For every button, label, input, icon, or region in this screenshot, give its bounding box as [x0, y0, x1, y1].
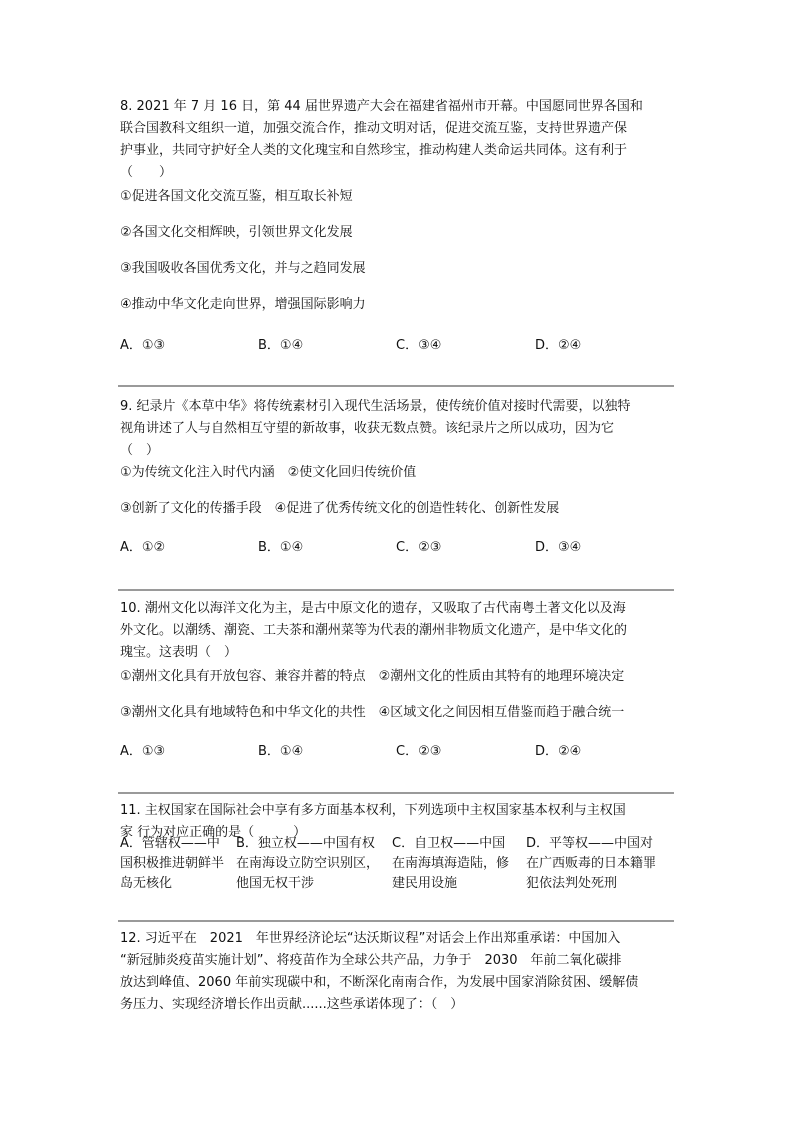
question-12-stem-line: 12. 习近平在 2021 年世界经济论坛“达沃斯议程”对话会上作出郑重承诺：中国加入	[120, 931, 621, 946]
question-10	[120, 598, 676, 664]
choice-line: D．平等权——中国对	[526, 836, 654, 851]
question-9-stem-line: （ ）	[120, 443, 160, 458]
divider	[118, 920, 674, 922]
question-10-choice-a[interactable]: A．①③	[120, 744, 166, 759]
question-8-item: ①促进各国文化交流互鉴，相互取长补短	[120, 189, 353, 204]
question-8-stem-line: 护事业，共同守护好全人类的文化瑰宝和自然珍宝，推动构建人类命运共同体。这有利于	[120, 143, 628, 158]
question-8-choice-a[interactable]: A．①③	[120, 338, 166, 353]
choice-line: 在南海设立防空识别区，	[236, 856, 380, 871]
question-10-stem-line: 外文化。以潮绣、潮瓷、工夫茶和潮州菜等为代表的潮州非物质文化遗产，是中华文化的	[120, 623, 628, 638]
question-8-choice-b[interactable]: B．①④	[258, 338, 304, 353]
choice-line: C．自卫权——中国	[392, 836, 506, 851]
choice-line: 他国无权干涉	[236, 876, 315, 891]
choice-line: 岛无核化	[120, 876, 173, 891]
choice-line: 国积极推进朝鲜半	[120, 856, 225, 871]
divider	[118, 589, 674, 591]
question-12	[120, 928, 676, 1016]
question-10-item: ③潮州文化具有地域特色和中华文化的共性 ④区域文化之间因相互借鉴而趋于融合统一	[120, 705, 625, 720]
divider	[118, 385, 674, 387]
question-10-choice-d[interactable]: D．②④	[535, 744, 582, 759]
question-10-choice-c[interactable]: C．②③	[396, 744, 442, 759]
question-9-choice-b[interactable]: B．①④	[258, 540, 304, 555]
question-12-stem-line: “新冠肺炎疫苗实施计划”、将疫苗作为全球公共产品，力争于 2030 年前二氧化碳排	[120, 953, 622, 968]
question-8-choice-c[interactable]: C．③④	[396, 338, 442, 353]
question-10-stem-line: 10. 潮州文化以海洋文化为主，是古中原文化的遗存，又吸取了古代南粤土著文化以及海	[120, 601, 626, 616]
divider	[118, 792, 674, 794]
question-8-item: ②各国文化交相辉映，引领世界文化发展	[120, 225, 353, 240]
choice-line: 犯依法判处死刑	[526, 876, 618, 891]
question-11-stem-line: 11. 主权国家在国际社会中享有多方面基本权利，下列选项中主权国家基本权利与主权国	[120, 803, 626, 818]
question-9-choice-a[interactable]: A．①②	[120, 540, 166, 555]
choice-line: 在广西贩毒的日本籍罪	[526, 856, 657, 871]
question-12-stem-line: 务压力、实现经济增长作出贡献......这些承诺体现了：（ ）	[120, 997, 464, 1012]
question-9-stem-line: 视角讲述了人与自然相互守望的新故事，收获无数点赞。该纪录片之所以成功，因为它	[120, 421, 615, 436]
question-9	[120, 396, 676, 462]
choice-line: 建民用设施	[392, 876, 458, 891]
question-8-stem-line: 8. 2021 年 7 月 16 日，第 44 届世界遗产大会在福建省福州市开幕。中国愿同世界各国和	[120, 99, 643, 114]
question-8	[120, 96, 676, 184]
question-11-stem-line: 家 行为对应正确的是（ ）	[120, 825, 307, 840]
choice-line: B．独立权——中国有权	[236, 836, 375, 851]
question-9-choice-c[interactable]: C．②③	[396, 540, 442, 555]
question-8-stem-line: 联合国教科文组织一道，加强交流合作，推动文明对话，促进交流互鉴，支持世界遗产保	[120, 121, 628, 136]
question-9-item: ①为传统文化注入时代内涵 ②使文化回归传统价值	[120, 465, 417, 480]
question-10-item: ①潮州文化具有开放包容、兼容并蓄的特点 ②潮州文化的性质由其特有的地理环境决定	[120, 669, 625, 684]
question-10-stem-line: 瑰宝。这表明（ ）	[120, 645, 238, 660]
question-8-choice-d[interactable]: D．②④	[535, 338, 582, 353]
choice-line: 在南海填海造陆，修	[392, 856, 510, 871]
question-12-stem-line: 放达到峰值、2060 年前实现碳中和，不断深化南南合作，为发展中国家消除贫困、缓解债	[120, 975, 639, 990]
question-10-choice-b[interactable]: B．①④	[258, 744, 304, 759]
question-8-item: ③我国吸收各国优秀文化，并与之趋同发展	[120, 261, 366, 276]
choice-line: A．管辖权——中	[120, 836, 220, 851]
question-9-item: ③创新了文化的传播手段 ④促进了优秀传统文化的创造性转化、创新性发展	[120, 501, 560, 516]
question-9-stem-line: 9. 纪录片《本草中华》将传统素材引入现代生活场景，使传统价值对接时代需要，以独特	[120, 399, 631, 414]
question-8-item: ④推动中华文化走向世界，增强国际影响力	[120, 297, 366, 312]
question-9-choice-d[interactable]: D．③④	[535, 540, 582, 555]
question-8-stem-line: （ ）	[120, 165, 173, 180]
